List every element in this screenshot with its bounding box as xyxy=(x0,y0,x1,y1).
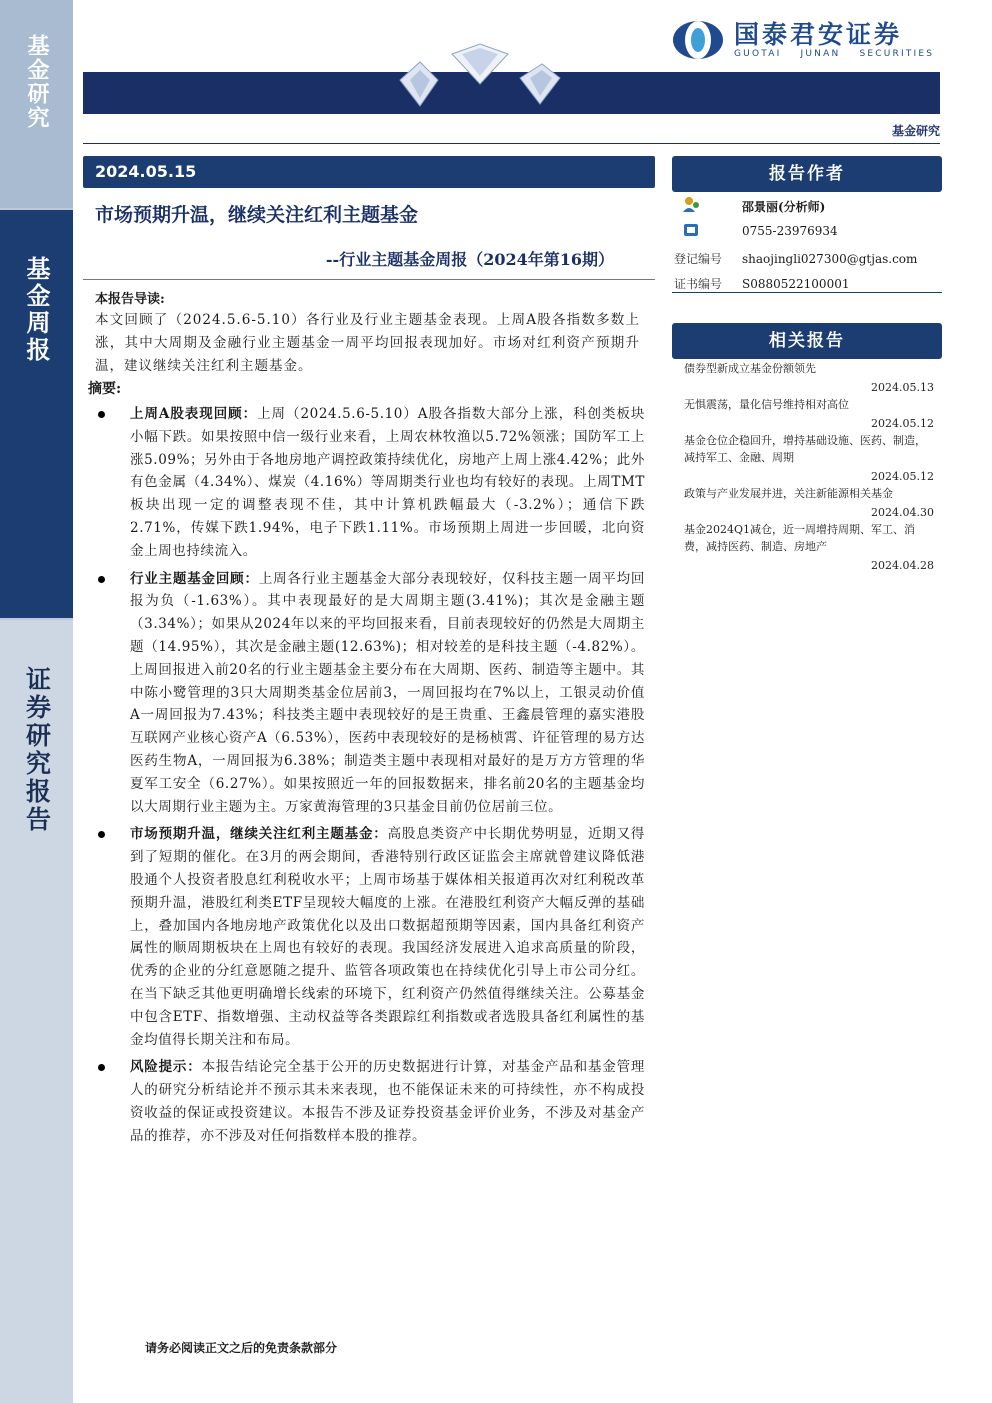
summary-bullet-theme-fund-review xyxy=(95,568,645,819)
related-report-title[interactable]: 基金2024Q1减仓，近一周增持周期、军工、消费，减持医药、制造、房地产 xyxy=(684,523,916,553)
company-logo xyxy=(672,14,942,66)
author-email[interactable]: shaojingli027300@gtjas.com xyxy=(742,252,918,266)
related-report-title[interactable]: 基金仓位企稳回升，增持基础设施、医药、制造，减持军工、金融、周期 xyxy=(684,434,926,464)
summary-bullet-dividend-theme xyxy=(95,823,645,1051)
bullet-dot-icon xyxy=(98,1064,105,1071)
guide-paragraph: 本文回顾了（2024.5.6-5.10）各行业及行业主题基金表现。上周A股各指数多数上涨，其中大周期及金融行业主题基金一周平均回报表现加好。市场对红利资产预期升温，建议继续关注红利主题基金。 xyxy=(95,312,640,374)
related-reports-list xyxy=(684,360,934,574)
author-divider xyxy=(672,292,942,293)
author-heading: 报告作者 xyxy=(672,156,942,192)
person-icon xyxy=(682,196,700,212)
header-divider xyxy=(83,143,940,144)
sidebar-label-top: 基金研究 xyxy=(24,34,49,130)
bullet-label: 市场预期升温，继续关注红利主题基金： xyxy=(130,826,388,843)
bullet-dot-icon xyxy=(98,576,105,583)
related-report-item[interactable] xyxy=(684,360,934,394)
summary-bullet-market-review xyxy=(95,403,645,563)
related-report-item[interactable] xyxy=(684,521,934,572)
subtitle-divider xyxy=(83,279,655,280)
related-report-item[interactable] xyxy=(684,396,934,430)
summary-heading: 摘要: xyxy=(88,381,122,397)
bullet-label: 行业主题基金回顾： xyxy=(130,570,259,587)
author-name: 邵景丽(分析师) xyxy=(742,200,826,214)
bullet-dot-icon xyxy=(98,411,105,418)
related-report-date: 2024.05.12 xyxy=(871,470,934,483)
related-report-date: 2024.05.13 xyxy=(871,381,934,394)
related-report-item[interactable] xyxy=(684,432,934,483)
related-report-date: 2024.04.30 xyxy=(871,506,934,519)
sidebar-label-middle: 基金周报 xyxy=(22,256,50,364)
guide-heading: 本报告导读: xyxy=(95,292,165,307)
logo-chinese-name: 国泰君安证券 xyxy=(734,20,903,49)
sidebar-section-securities-report xyxy=(0,620,73,1403)
related-report-title[interactable]: 政策与产业发展并进，关注新能源相关基金 xyxy=(684,487,893,500)
related-report-date: 2024.05.12 xyxy=(871,417,934,430)
bullet-text: 上周各行业主题基金大部分表现较好，仅科技主题一周平均回报为负（-1.63%）。其中表现最好的是大周期主题(3.41%)；其次是金融主题（3.34%）；如果从2024年以来的平均回报来看，目前表现较好的仍然是大周期主题（14.95%），其次是金融主题(12.63%)；相对较差的是科技主题（-4.82%）。上周回报进入前20名的行业主题基金主要分布在大周期、医药、制造等主题中。其中陈小鹭管理的3只大周期类基金位居前3，一周回报均在7%以上，工银灵动价值A一周回报为7.43%；科技类主题中表现较好的是王贵重、王鑫晨管理的嘉实港股互联网产业核心资产A（6.53%），医药中表现较好的是杨桢霄、许征管理的易方达医药生物A，一周回报为6.38%；制造类主题中表现相对最好的是万方方管理的华夏军工安全（6.27%）。如果按照近一年的回报数据来，排名前20名的主题基金均以大周期行业主题为主。万家黄海管理的3只基金目前仍位居前三位。 xyxy=(130,570,646,815)
registration-label: 登记编号 xyxy=(674,252,723,266)
sidebar-label-bottom: 证券研究报告 xyxy=(22,666,52,834)
phone-icon xyxy=(682,222,700,238)
summary-bullet-risk-warning xyxy=(95,1056,645,1147)
bullet-text: 高股息类资产中长期优势明显，近期又得到了短期的催化。在3月的两会期间，香港特别行政区证监会主席就曾建议降低港股通个人投资者股息红利税收水平；上周市场基于媒体相关报道再次对红利税改革预期升温，港股红利类ETF呈现较大幅度的上涨。在港股红利资产大幅反弹的基础上，叠加国内各地房地产政策优化以及出口数据超预期等因素，国内具备红利资产属性的顺周期板块在上周也有较好的表现。我国经济发展进入追求高质量的阶段，优秀的企业的分红意愿随之提升、监管各项政策也在持续优化引导上市公司分红。在当下缺乏其他更明确增长线索的环境下，红利资产仍然值得继续关注。公募基金中包含ETF、指数增强、主动权益等各类跟踪红利指数或者选股具备红利属性的基金均值得长期关注和布局。 xyxy=(130,826,645,1048)
author-phone: 0755-23976934 xyxy=(742,224,838,238)
disclaimer-footer: 请务必阅读正文之后的免责条款部分 xyxy=(145,1341,338,1355)
related-report-title[interactable]: 无惧震荡，量化信号维持相对高位 xyxy=(684,398,849,411)
bullet-dot-icon xyxy=(98,831,105,838)
report-date: 2024.05.15 xyxy=(95,162,197,181)
sidebar-section-fund-research xyxy=(0,0,73,208)
summary-bullets xyxy=(95,403,645,1153)
bullet-label: 风险提示： xyxy=(130,1059,202,1076)
logo-mark-icon xyxy=(672,20,724,60)
bullet-text: 上周（2024.5.6-5.10）A股各指数大部分上涨，科创类板块小幅下跌。如果按照中信一级行业来看，上周农林牧渔以5.72%领涨；国防军工上涨5.09%；另外由于各地房地产调控政策持续优化，房地产上周上涨4.42%；此外有色金属（4.34%）、煤炭（4.16%）等周期类行业也均有较好的表现。上周TMT板块出现一定的调整表现不佳，其中计算机跌幅最大（-3.2%）；通信下跌2.71%，传媒下跌1.94%，电子下跌1.11%。市场预期上周进一步回暖，北向资金上周也持续流入。 xyxy=(130,406,646,559)
date-bar xyxy=(83,156,655,188)
bullet-text: 本报告结论完全基于公开的历史数据进行计算，对基金产品和基金管理人的研究分析结论并不预示其未来表现，也不能保证未来的可持续性，亦不构成投资收益的保证或投资建议。本报告不涉及证券投资基金评价业务，不涉及对基金产品的推荐，亦不涉及对任何指数样本股的推荐。 xyxy=(130,1059,645,1144)
sidebar-section-fund-weekly xyxy=(0,210,73,618)
report-subtitle: --行业主题基金周报（2024年第16期） xyxy=(325,250,614,269)
author-cert-row xyxy=(674,275,849,292)
author-email-row xyxy=(674,250,917,267)
logo-english-name: GUOTAI JUNAN SECURITIES xyxy=(734,49,935,59)
related-report-date: 2024.04.28 xyxy=(871,559,934,572)
related-reports-heading: 相关报告 xyxy=(672,323,942,359)
related-report-item[interactable] xyxy=(684,485,934,519)
department-label: 基金研究 xyxy=(891,124,940,138)
author-certificate-number: S0880522100001 xyxy=(742,277,850,291)
diamond-decoration-icon xyxy=(380,40,580,112)
report-title: 市场预期升温，继续关注红利主题基金 xyxy=(95,204,419,226)
certificate-label: 证书编号 xyxy=(674,277,723,291)
left-sidebar xyxy=(0,0,73,1403)
related-report-title[interactable]: 债券型新成立基金份额领先 xyxy=(684,362,816,375)
bullet-label: 上周A股表现回顾： xyxy=(130,406,258,422)
